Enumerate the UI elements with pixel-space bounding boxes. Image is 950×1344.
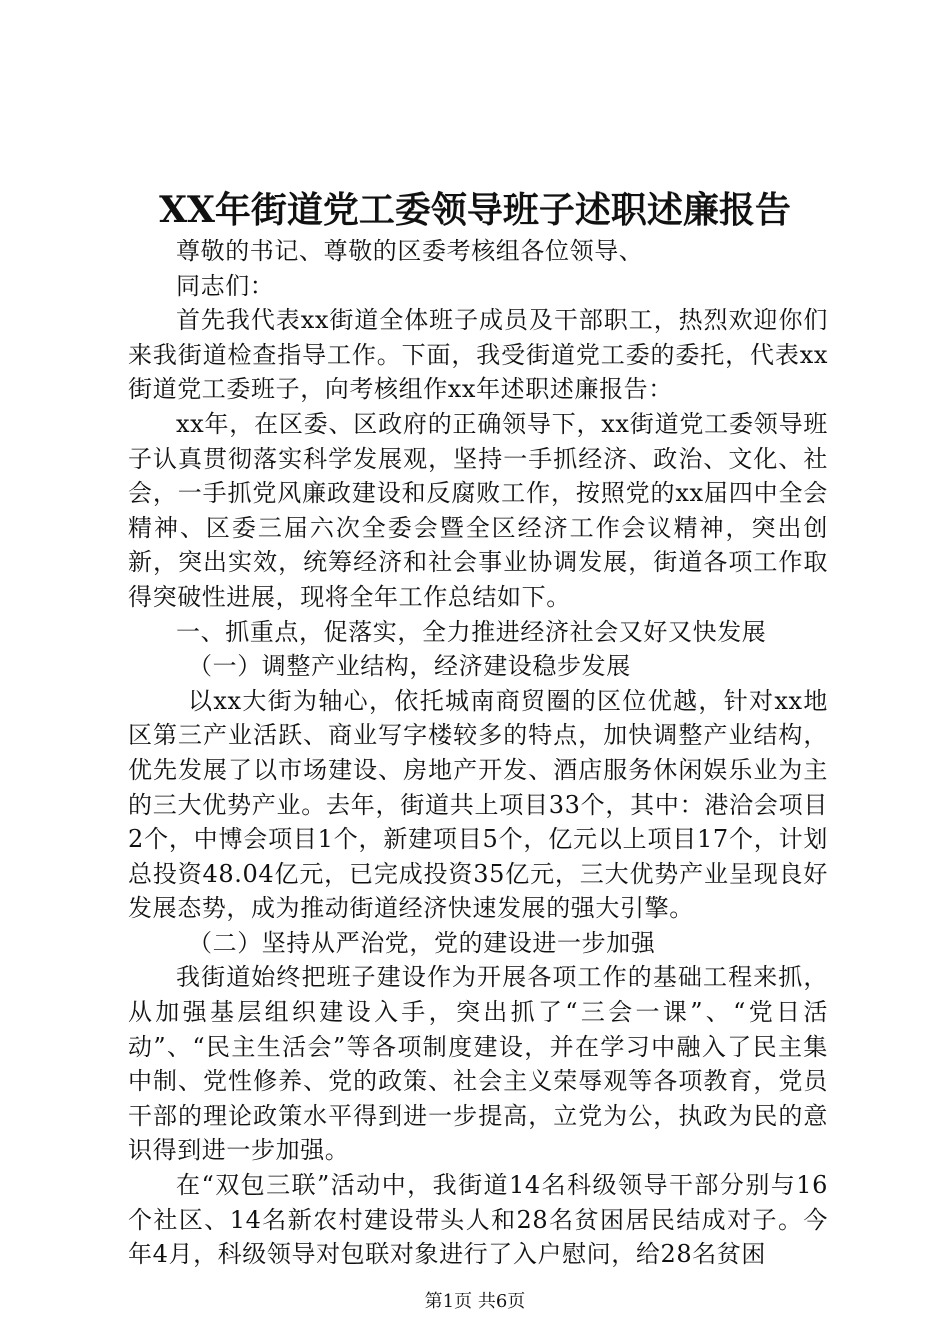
paragraph-shuangbao: 在“双包三联”活动中，我街道14名科级领导干部分别与16个社区、14名新农村建设带头人和28名贫困居民结成对子。今年4月，科级领导对包联对象进行了入户慰问，给28名贫困 xyxy=(128,1171,828,1269)
paragraph-economy: 以xx大街为轴心，依托城南商贸圈的区位优越，针对xx地区第三产业活跃、商业写字楼较多的特点，加快调整产业结构，优先发展了以市场建设、房地产开发、酒店服务休闲娱乐业为主的三大优势产业。去年，街道共上项目33个，其中：港洽会项目2个，中博会项目1个，新建项目5个，亿元以上项目17个，计划总投资48.04亿元，已完成投资35亿元，三大优势产业呈现良好发展态势，成为推动街道经济快速发展的强大引擎。 xyxy=(128,686,828,923)
salutation-line-1: 尊敬的书记、尊敬的区委考核组各位领导、 xyxy=(176,237,644,265)
document-body xyxy=(128,234,828,1272)
paragraph-overview: xx年，在区委、区政府的正确领导下，xx街道党工委领导班子认真贯彻落实科学发展观，坚持一手抓经济、政治、文化、社会，一手抓党风廉政建设和反腐败工作，按照党的xx届四中全会精神、区委三届六次全委会暨全区经济工作会议精神，突出创新，突出实效，统筹经济和社会事业协调发展，街道各项工作取得突破性进展，现将全年工作总结如下。 xyxy=(128,409,828,611)
salutation-line-2: 同志们： xyxy=(176,271,275,300)
subsection-heading-1: （一）调整产业结构，经济建设稳步发展 xyxy=(188,652,631,681)
section-heading-1: 一、抓重点，促落实，全力推进经济社会又好又快发展 xyxy=(176,617,767,646)
subsection-heading-2: （二）坚持从严治党，党的建设进一步加强 xyxy=(188,928,656,957)
paragraph-intro: 首先我代表xx街道全体班子成员及干部职工，热烈欢迎你们来我街道检查指导工作。下面，我受街道党工委的委托，代表xx街道党工委班子，向考核组作xx年述职述廉报告： xyxy=(128,306,828,404)
document-title: XX年街道党工委领导班子述职述廉报告 xyxy=(159,189,791,231)
paragraph-party-building: 我街道始终把班子建设作为开展各项工作的基础工程来抓，从加强基层组织建设入手，突出抓了“三会一课”、“党日活动”、“民主生活会”等各项制度建设，并在学习中融入了民主集中制、党性修养、党的政策、社会主义荣辱观等各项教育，党员干部的理论政策水平得到进一步提高，立党为公，执政为民的意识得到进一步加强。 xyxy=(128,963,828,1165)
page-footer: 第1页 共6页 xyxy=(424,1291,526,1312)
